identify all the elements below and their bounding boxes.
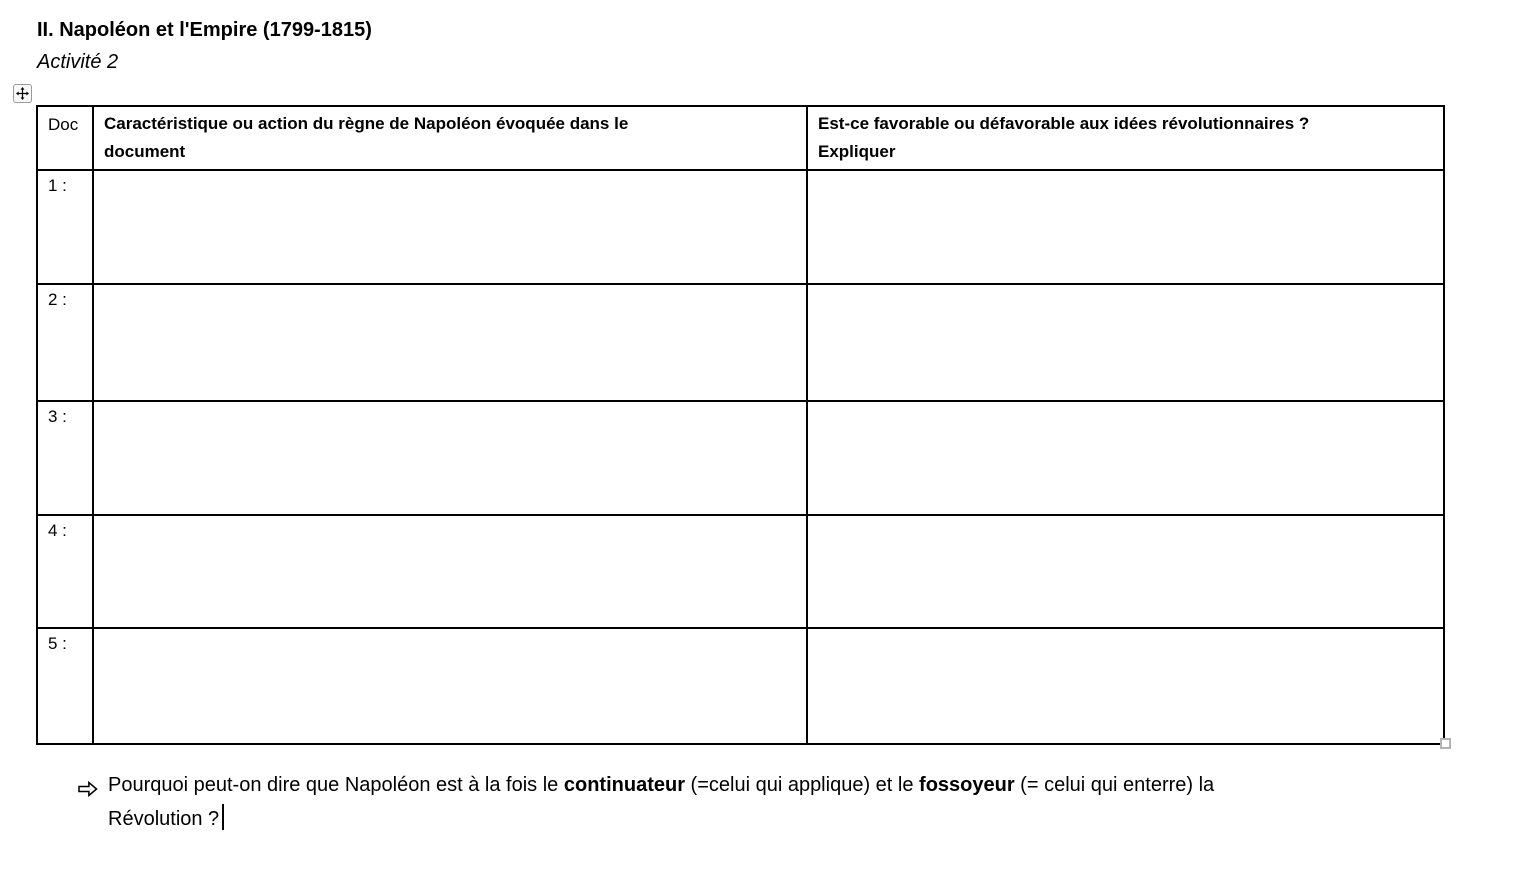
question-segment: Révolution ? — [108, 808, 220, 830]
header-favorable-cell[interactable] — [807, 106, 1444, 170]
bold-term-continuateur: continuateur — [563, 774, 685, 796]
arrow-bullet-icon — [77, 768, 108, 809]
question-segment: Pourquoi peut-on dire que Napoléon est à la fois le — [108, 774, 564, 796]
favorable-cell[interactable] — [807, 401, 1444, 515]
characteristic-cell[interactable] — [93, 628, 807, 744]
table-header-row — [37, 106, 1444, 170]
doc-number-cell[interactable]: 5 : — [37, 628, 93, 744]
doc-number-cell[interactable]: 1 : — [37, 170, 93, 284]
section-heading[interactable]: II. Napoléon et l'Empire (1799-1815) — [37, 19, 372, 41]
characteristic-cell[interactable] — [93, 401, 807, 515]
table-resize-handle[interactable] — [1440, 738, 1451, 749]
favorable-cell[interactable] — [807, 515, 1444, 628]
doc-number-cell[interactable]: 2 : — [37, 284, 93, 401]
doc-number-cell[interactable]: 4 : — [37, 515, 93, 628]
activity-subheading[interactable]: Activité 2 — [37, 51, 119, 73]
header-line: document — [104, 142, 186, 161]
characteristic-cell[interactable] — [93, 515, 807, 628]
header-line: Expliquer — [818, 142, 896, 161]
table-row — [37, 170, 1444, 284]
table-row — [37, 401, 1444, 515]
favorable-cell[interactable] — [807, 284, 1444, 401]
favorable-cell[interactable] — [807, 170, 1444, 284]
header-line: Est-ce favorable ou défavorable aux idées révolutionnaires ? — [818, 114, 1310, 133]
characteristic-cell[interactable] — [93, 170, 807, 284]
header-characteristic-cell[interactable] — [93, 106, 807, 170]
header-line: Caractéristique ou action du règne de Napoléon évoquée dans le — [104, 114, 629, 133]
question-segment: (= celui qui enterre) la — [1014, 774, 1215, 796]
bold-term-fossoyeur: fossoyeur — [919, 774, 1015, 796]
header-doc-cell[interactable]: Doc — [37, 106, 93, 170]
move-icon — [16, 87, 29, 100]
table-row — [37, 515, 1444, 628]
table-row — [37, 284, 1444, 401]
characteristic-cell[interactable] — [93, 284, 807, 401]
table-move-handle[interactable] — [13, 84, 32, 103]
question-text[interactable] — [108, 768, 1214, 836]
activity-table — [36, 105, 1445, 745]
text-cursor — [222, 804, 224, 830]
favorable-cell[interactable] — [807, 628, 1444, 744]
doc-number-cell[interactable]: 3 : — [37, 401, 93, 515]
question-segment: (=celui qui applique) et le — [684, 774, 920, 796]
synthesis-question[interactable] — [77, 768, 1214, 836]
table-row — [37, 628, 1444, 744]
